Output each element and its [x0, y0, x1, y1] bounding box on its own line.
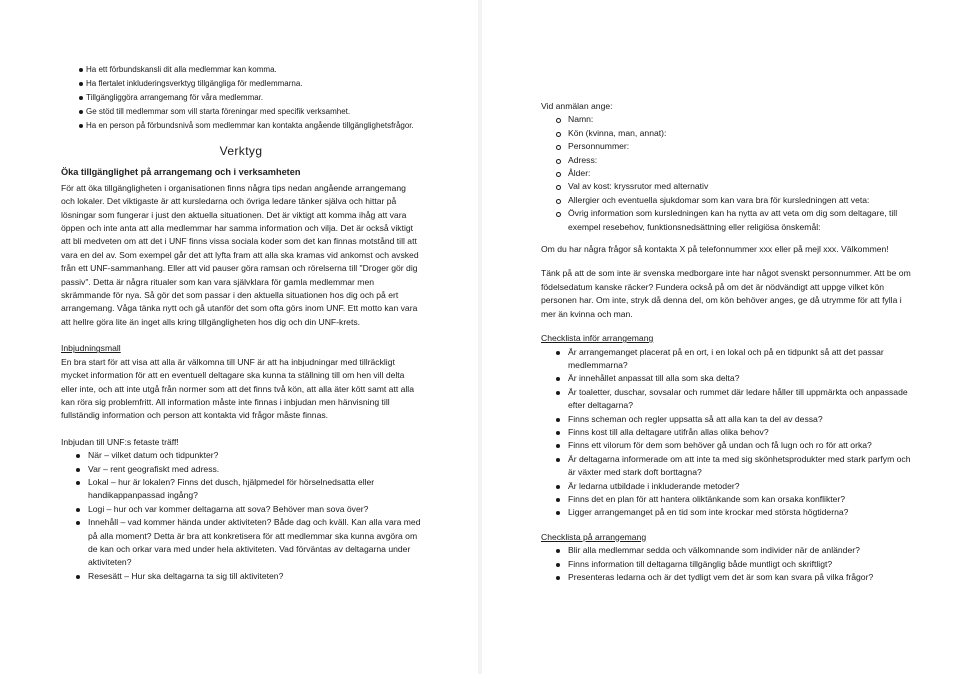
list-item: Finns kost till alla deltagare utifrån allas olika behov?: [541, 426, 911, 439]
section-heading: Verktyg: [219, 144, 263, 158]
body-paragraph: En bra start för att visa att alla är välkomna till UNF är att ha inbjudningar med tillräckligt mycket information för att en eventuell deltagare ska kunna ta ställning till om hen vill delta eller inte, och att inte utgå från normer som att det finns två kön, att alla äter kött samt att alla kan röra sig problemfritt. All information måste inte finnas i inbjudan men hänvisning till fullständig information och person att kontakta vid frågor måste finnas.: [61, 356, 414, 421]
list-item: Finns information till deltagarna tillgänglig både muntligt och skriftligt?: [541, 558, 911, 571]
list-item: Lokal – hur är lokalen? Finns det dusch, hjälpmedel för hörselnedsatta eller handikappanpassad ingång?: [61, 476, 421, 503]
section-subheading: Öka tillgänglighet på arrangemang och i verksamheten: [61, 167, 301, 178]
list-item: Är deltagarna informerade om att inte ta med sig skönhetsprodukter med stark parfym och är växter med stark doft borttagna?: [541, 453, 911, 480]
checklist-before-list: [541, 346, 911, 520]
list-item: Ha en person på förbundsnivå som medlemmar kan kontakta angående tillgänglighetsfrågor.: [61, 119, 421, 133]
checklist-during-title: Checklista på arrangemang: [541, 531, 647, 542]
list-item: Ha ett förbundskansli dit alla medlemmar kan komma.: [61, 63, 421, 77]
goals-list: [61, 63, 421, 133]
list-item: Tillgängliggöra arrangemang för våra medlemmar.: [61, 91, 421, 105]
body-paragraph: För att öka tillgängligheten i organisationen finns några tips nedan angående arrangemang och lokaler. Det viktigaste är att kursledarna och övriga ledare tänker själva och hittar på lösningar som fungerar i just den aktuella situationen. Det är viktigt att komma ihåg att vara öppen och inte anta att alla medlemmar har samma information och vilja. Det är också viktigt att bli medveten om att det i UNF finns vissa sociala koder som det kan finnas motstånd till att vara en del av. Som exempel går det att lyfta fram att alla ska kramas vid ankomst och avsked från ett UNF-sammanhang. Eller att vid pauser göra ramsan och rörelserna till "Droger gör dig passiv". Detta är några ritualer som kan vara självklara för gamla medlemmar men skrämmande för nya. Så gör det som passar i den aktuella situationen hos dig och på ert arrangemang. Våga tänka nytt och gå utanför det som ofta görs inom UNF. Ett motto kan vara att hellre göra lite än inget alls kring tillgängligheten hos dig och din UNF-krets.: [61, 182, 419, 327]
list-item: Ålder:: [541, 167, 911, 180]
list-item: Var – rent geografiskt med adress.: [61, 463, 421, 476]
registration-intro: Vid anmälan ange:: [541, 101, 613, 111]
list-item: Finns ett vilorum för dem som behöver gå undan och få lugn och ro för att orka?: [541, 439, 911, 452]
invite-intro: Inbjudan till UNF:s fetaste träff!: [61, 436, 179, 447]
list-item: Personnummer:: [541, 140, 911, 153]
list-item: Innehåll – vad kommer hända under aktiviteten? Både dag och kväll. Kan alla vara med på alla moment? Detta är bra att konkretisera för att medlemmar ska kunna avgöra om de kan och orkar vara med under hela aktiviteten. Vad förväntas av deltagarna under aktiviteten?: [61, 516, 421, 570]
list-item: Val av kost: kryssrutor med alternativ: [541, 180, 911, 193]
invitation-template-title: Inbjudningsmall: [61, 343, 121, 354]
list-item: Ge stöd till medlemmar som vill starta föreningar med specifik verksamhet.: [61, 105, 421, 119]
contact-line: Om du har några frågor så kontakta X på telefonnummer xxx eller på mejl xxx. Välkommen!: [541, 244, 889, 255]
list-item: Finns scheman och regler uppsatta så att alla kan ta del av dessa?: [541, 413, 911, 426]
list-item: Är toaletter, duschar, sovsalar och rummet där ledare håller till uppmärkta och anpassade efter deltagarna?: [541, 386, 911, 413]
list-item: Kön (kvinna, man, annat):: [541, 127, 911, 140]
list-item: När – vilket datum och tidpunkter?: [61, 449, 421, 462]
checklist-during-list: [541, 544, 911, 584]
list-item: Adress:: [541, 154, 911, 167]
list-item: Namn:: [541, 113, 911, 126]
list-item: Finns det en plan för att hantera oliktänkande som kan orsaka konflikter?: [541, 493, 911, 506]
list-item: Är arrangemanget placerat på en ort, i en lokal och på en tidpunkt så att det passar medlemmarna?: [541, 346, 911, 373]
right-column: [541, 100, 911, 584]
list-item: Ha flertalet inkluderingsverktyg tillgängliga för medlemmarna.: [61, 77, 421, 91]
checklist-before-title: Checklista inför arrangemang: [541, 333, 654, 344]
registration-fields-list: [541, 113, 911, 180]
note-paragraph: Tänk på att de som inte är svenska medborgare inte har något svenskt personnummer. Att be om födelsedatum kanske räcker? Fundera också på om det är nödvändigt att uppge vilket kön personen har. Om inte, stryk då denna del, om kön behöver anges, ge då utrymme för att fylla i mer än kvinna och man.: [541, 268, 911, 319]
list-item: Övrig information som kursledningen kan ha nytta av att veta om dig som deltagare, till exempel resebehov, funktionsnedsättning eller religiösa önskemål:: [541, 207, 911, 234]
list-item: Blir alla medlemmar sedda och välkomnande som individer när de anländer?: [541, 544, 911, 557]
list-item: Presenteras ledarna och är det tydligt vem det är som kan svara på vilka frågor?: [541, 571, 911, 584]
list-item: Är innehållet anpassat till alla som ska delta?: [541, 372, 911, 385]
invite-details-list: [61, 449, 421, 583]
list-item: Logi – hur och var kommer deltagarna att sova? Behöver man sova över?: [61, 503, 421, 516]
list-item: Resesätt – Hur ska deltagarna ta sig till aktiviteten?: [61, 570, 421, 583]
registration-extra-list: [541, 180, 911, 234]
left-column: [61, 63, 421, 583]
list-item: Är ledarna utbildade i inkluderande metoder?: [541, 480, 911, 493]
list-item: Ligger arrangemanget på en tid som inte krockar med största högtiderna?: [541, 506, 911, 519]
list-item: Allergier och eventuella sjukdomar som kan vara bra för kursledningen att veta:: [541, 194, 911, 207]
